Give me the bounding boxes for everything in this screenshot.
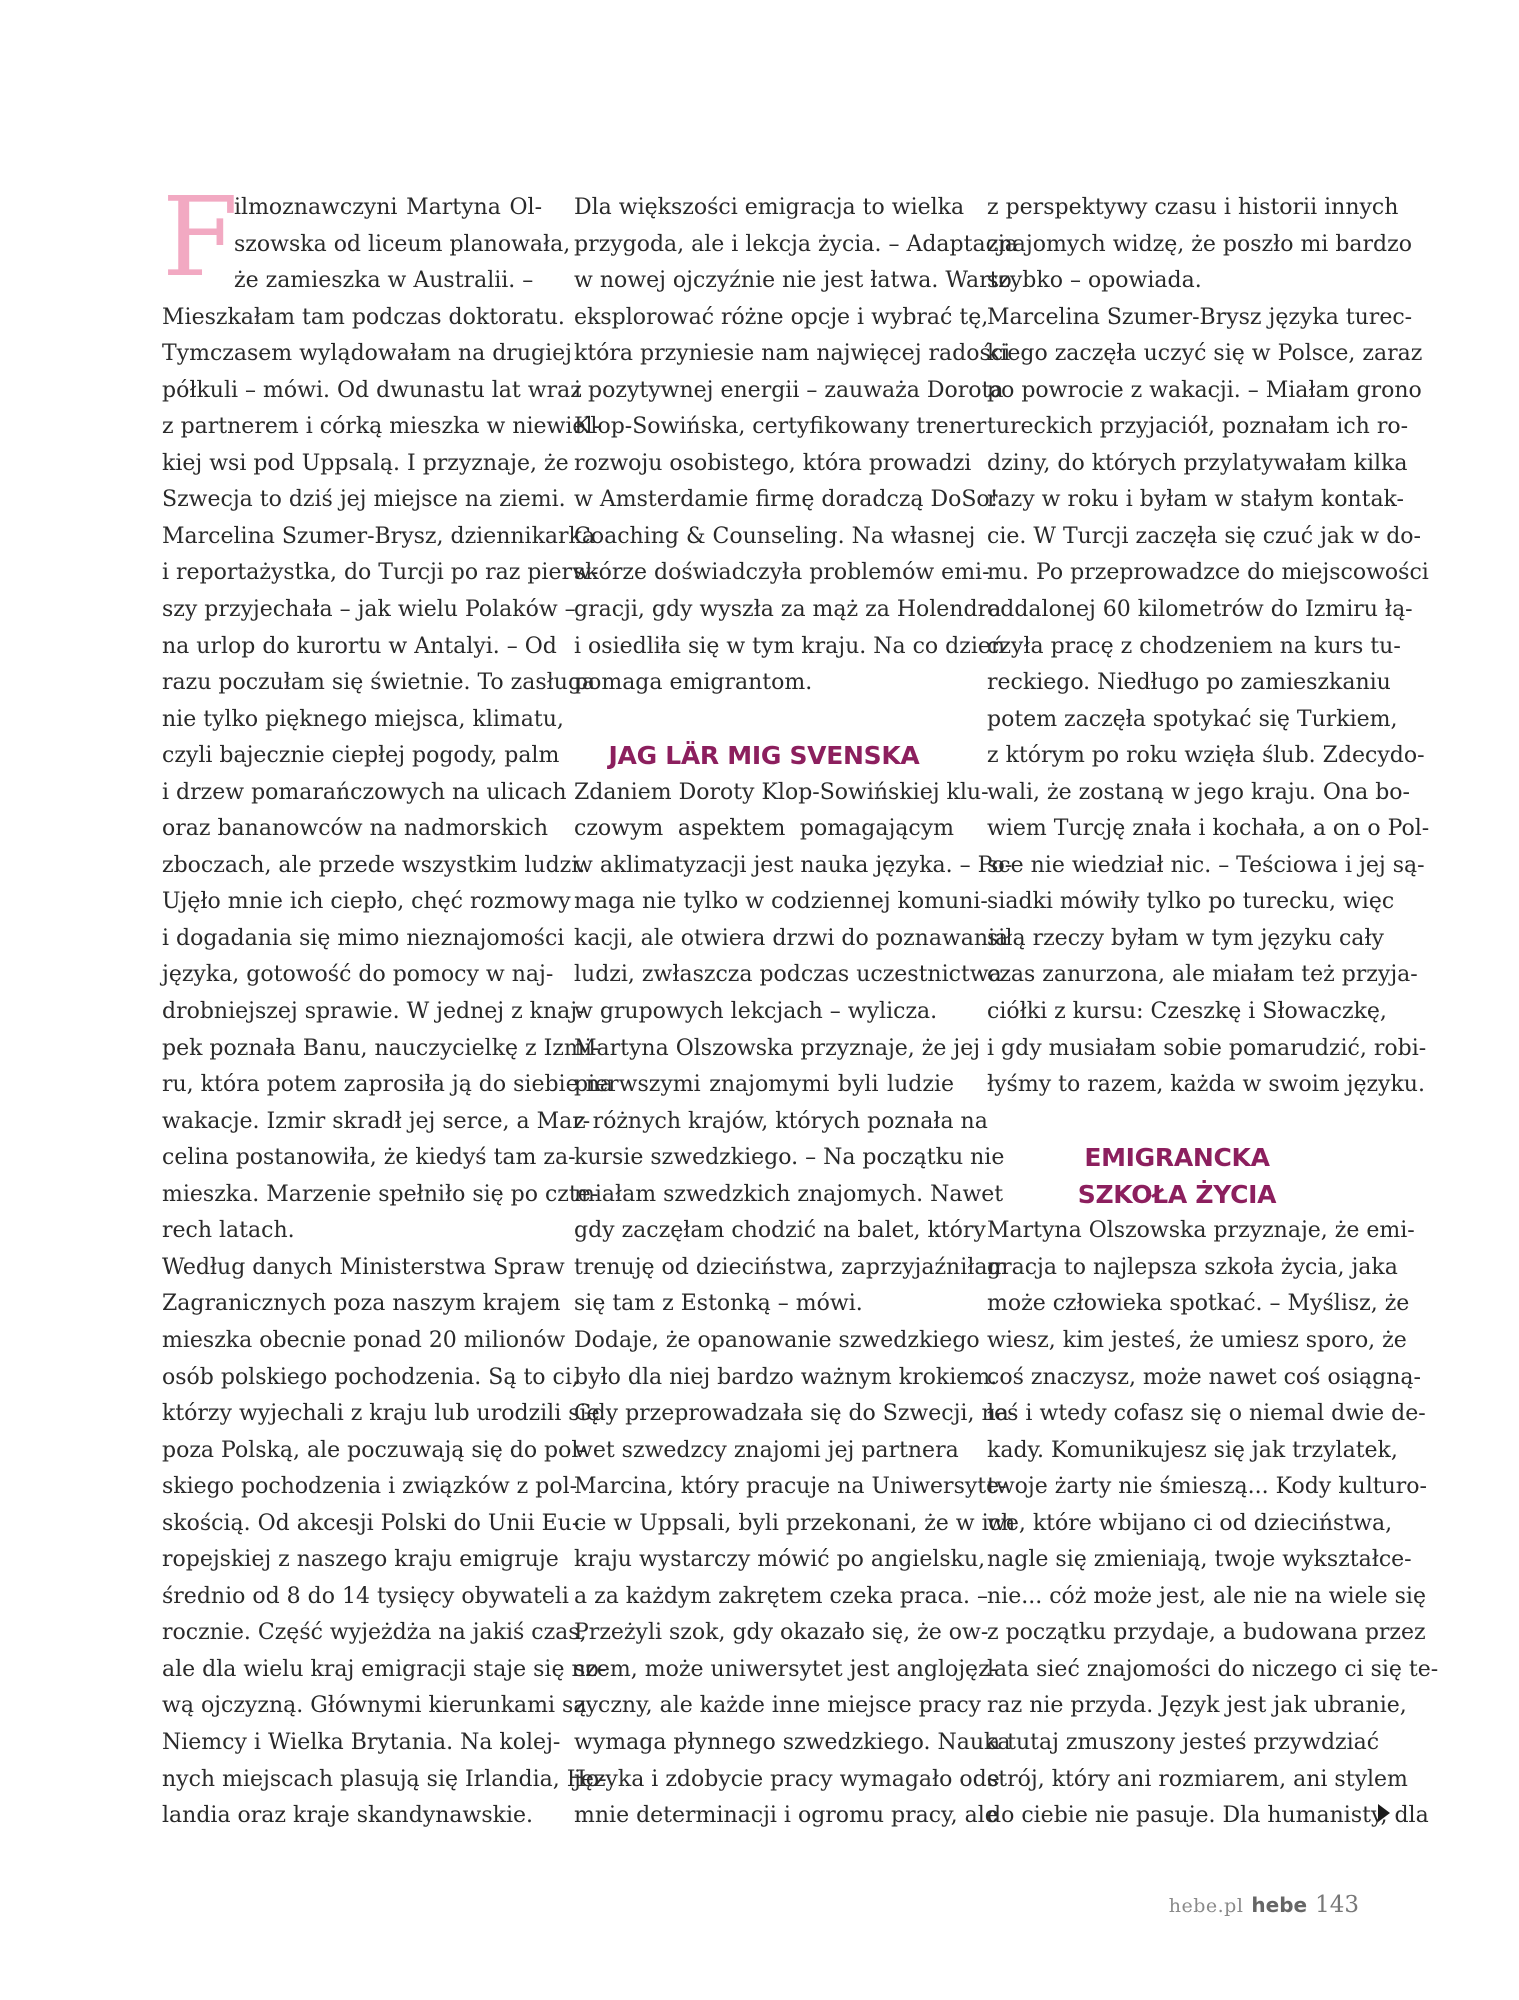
text-line: z którym po roku wzięła ślub. Zdecydo- <box>987 743 1425 769</box>
text-line: razu poczułam się świetnie. To zasługa <box>162 670 596 696</box>
text-line: ru, która potem zaprosiła ją do siebie na <box>162 1072 613 1098</box>
text-line: pierwszymi znajomymi byli ludzie <box>574 1072 954 1098</box>
text-line: maga nie tylko w codziennej komuni- <box>574 889 988 915</box>
text-line: Niemcy i Wielka Brytania. Na kolej- <box>162 1729 561 1755</box>
text-line: kursie szwedzkiego. – Na początku nie <box>574 1145 1005 1171</box>
text-line: coś znaczysz, może nawet coś osiągną- <box>987 1364 1421 1390</box>
text-line: raz nie przyda. Język jest jak ubranie, <box>987 1693 1407 1719</box>
text-line: Zagranicznych poza naszym krajem <box>162 1291 561 1317</box>
section-heading: JAG LÄR MIG SVENSKA <box>608 741 920 771</box>
text-line: osób polskiego pochodzenia. Są to ci, <box>162 1364 579 1390</box>
text-line: lata sieć znajomości do niczego ci się te- <box>987 1656 1439 1682</box>
text-line: mieszka obecnie ponad 20 milionów <box>162 1327 566 1353</box>
article-column-1 <box>162 173 613 1835</box>
text-line: na urlop do kurortu w Antalyi. – Od <box>162 633 557 659</box>
text-line: nie... cóż może jest, ale nie na wiele się <box>987 1583 1426 1609</box>
text-line: języka i zdobycie pracy wymagało ode <box>574 1766 1000 1792</box>
text-line: może człowieka spotkać. – Myślisz, że <box>987 1291 1410 1317</box>
text-line: kiej wsi pod Uppsalą. I przyznaje, że <box>162 450 569 476</box>
text-line: kacji, ale otwiera drzwi do poznawania <box>574 925 1009 951</box>
text-line: mieszka. Marzenie spełniło się po czte- <box>162 1181 599 1207</box>
text-line: z początku przydaje, a budowana przez <box>987 1620 1426 1646</box>
text-line: Według danych Ministerstwa Spraw <box>162 1254 565 1280</box>
text-line: w grupowych lekcjach – wylicza. <box>574 999 938 1025</box>
text-line: trenuję od dzieciństwa, zaprzyjaźniłam <box>574 1254 1009 1280</box>
text-line: wakacje. Izmir skradł jej serce, a Mar- <box>162 1108 591 1134</box>
text-line: którzy wyjechali z kraju lub urodzili się <box>162 1401 600 1427</box>
text-line: wet szwedzcy znajomi jej partnera <box>574 1437 959 1463</box>
text-line: do ciebie nie pasuje. Dla humanisty, dla <box>987 1803 1429 1829</box>
text-line: zboczach, ale przede wszystkim ludzi. <box>162 852 586 878</box>
text-line: nagle się zmieniają, twoje wykształce- <box>987 1547 1412 1573</box>
footer-site: hebe.pl <box>1168 1895 1244 1917</box>
text-line: Przeżyli szok, gdy okazało się, że ow- <box>574 1620 989 1646</box>
text-line: języka, gotowość do pomocy w naj- <box>162 962 554 988</box>
text-line: Dla większości emigracja to wielka <box>574 195 965 220</box>
text-line: a za każdym zakrętem czeka praca. – <box>574 1583 989 1609</box>
text-line: w aklimatyzacji jest nauka języka. – Po- <box>574 852 1013 878</box>
text-line: kiego zaczęła uczyć się w Polsce, zaraz <box>987 341 1423 367</box>
text-line: nych miejscach plasują się Irlandia, Ho- <box>162 1766 607 1792</box>
text-line: Zdaniem Doroty Klop-Sowińskiej klu- <box>574 779 989 805</box>
text-line: łyśmy to razem, każda w swoim języku. <box>987 1072 1425 1098</box>
text-line: szowska od liceum planowała, <box>234 231 571 257</box>
text-line: kady. Komunikujesz się jak trzylatek, <box>987 1437 1398 1463</box>
text-line: poza Polską, ale poczuwają się do pol- <box>162 1437 586 1463</box>
text-line: skością. Od akcesji Polski do Unii Eu- <box>162 1510 580 1536</box>
text-line: z partnerem i córką mieszka w niewiel- <box>162 414 600 440</box>
section-heading: EMIGRANCKA <box>1084 1143 1270 1173</box>
text-line: szybko – opowiada. <box>987 268 1202 294</box>
text-line: ludzi, zwłaszcza podczas uczestnictwa <box>574 962 1002 988</box>
text-line: Szwecja to dziś jej miejsce na ziemi. <box>162 487 566 513</box>
text-line: Coaching & Counseling. Na własnej <box>574 523 976 549</box>
text-line: kraju wystarczy mówić po angielsku, <box>574 1547 986 1573</box>
text-line: i dogadania się mimo nieznajomości <box>162 925 565 951</box>
page-footer <box>1169 1892 1359 1918</box>
text-line: strój, który ani rozmiarem, ani stylem <box>987 1766 1408 1792</box>
text-line: Klop-Sowińska, certyfikowany trener <box>574 414 987 440</box>
text-line: w Amsterdamie firmę doradczą DoSo! <box>574 487 999 513</box>
text-line: Gdy przeprowadzała się do Szwecji, na- <box>574 1401 1017 1427</box>
text-line: sce nie wiedział nic. – Teściowa i jej są- <box>987 852 1425 878</box>
text-line: skórze doświadczyła problemów emi- <box>574 560 990 586</box>
text-line: w nowej ojczyźnie nie jest łatwa. Warto <box>574 268 1012 294</box>
text-line: zyczny, ale każde inne miejsce pracy <box>574 1693 982 1719</box>
text-line: Martyna Olszowska przyznaje, że emi- <box>987 1218 1415 1244</box>
text-line: półkuli – mówi. Od dwunastu lat wraz <box>162 377 582 403</box>
text-line: z różnych krajów, których poznała na <box>574 1108 988 1134</box>
text-line: Marcelina Szumer-Brysz języka turec- <box>987 304 1413 330</box>
text-line: tureckich przyjaciół, poznałam ich ro- <box>987 414 1409 440</box>
text-line: oddalonej 60 kilometrów do Izmiru łą- <box>987 597 1413 623</box>
text-line: ale dla wielu kraj emigracji staje się no- <box>162 1656 607 1682</box>
text-line: skiego pochodzenia i związków z pol- <box>162 1474 578 1500</box>
text-line: czyli bajecznie ciepłej pogody, palm <box>162 743 560 769</box>
text-line: mu. Po przeprowadzce do miejscowości <box>987 560 1429 586</box>
text-line: razy w roku i byłam w stałym kontak- <box>987 487 1404 513</box>
text-line: potem zaczęła spotykać się Turkiem, <box>987 706 1398 732</box>
text-line: przygoda, ale i lekcja życia. – Adaptacja <box>574 231 1018 257</box>
article-column-3 <box>987 190 1439 1835</box>
text-line: Marcina, który pracuje na Uniwersyte- <box>574 1474 1007 1500</box>
text-line: twoje żarty nie śmieszą... Kody kulturo- <box>987 1474 1427 1500</box>
text-line: która przyniesie nam najwięcej radości <box>574 341 1011 367</box>
text-line: i gdy musiałam sobie pomarudzić, robi- <box>987 1035 1427 1061</box>
text-line: a tutaj zmuszony jesteś przywdziać <box>987 1729 1380 1755</box>
text-line: dziny, do których przylatywałam kilka <box>987 450 1408 476</box>
text-line: i drzew pomarańczowych na ulicach <box>162 779 567 805</box>
continue-arrow-icon <box>1378 1804 1390 1822</box>
text-line: Dodaje, że opanowanie szwedzkiego <box>574 1327 980 1353</box>
text-line: łeś i wtedy cofasz się o niemal dwie de- <box>987 1401 1426 1427</box>
text-line: że zamieszka w Australii. – <box>234 268 534 294</box>
text-line: gdy zaczęłam chodzić na balet, który <box>574 1218 986 1244</box>
text-line: we, które wbijano ci od dzieciństwa, <box>987 1510 1393 1536</box>
text-line: mnie determinacji i ogromu pracy, ale <box>574 1803 998 1829</box>
text-line: ropejskiej z naszego kraju emigruje <box>162 1547 559 1573</box>
text-line: ilmoznawczyni Martyna Ol- <box>234 195 542 220</box>
text-line: czas zanurzona, ale miałam też przyja- <box>987 962 1418 988</box>
text-line: Ujęło mnie ich ciepło, chęć rozmowy <box>162 889 571 915</box>
text-line: landia oraz kraje skandynawskie. <box>162 1803 534 1829</box>
text-line: Marcelina Szumer-Brysz, dziennikarka <box>162 523 596 549</box>
text-line: średnio od 8 do 14 tysięcy obywateli <box>162 1583 569 1609</box>
text-line: oraz bananowców na nadmorskich <box>162 816 548 842</box>
text-line: celina postanowiła, że kiedyś tam za- <box>162 1145 576 1171</box>
text-line: znajomych widzę, że poszło mi bardzo <box>987 231 1412 257</box>
text-line: się tam z Estonką – mówi. <box>574 1291 863 1317</box>
text-line: wali, że zostaną w jego kraju. Ona bo- <box>987 779 1410 805</box>
text-line: pek poznała Banu, nauczycielkę z Izmi- <box>162 1035 600 1061</box>
text-line: rech latach. <box>162 1218 295 1244</box>
page-number: 143 <box>1315 1892 1359 1918</box>
text-line: czowym aspektem pomagającym <box>574 816 954 842</box>
text-line: wą ojczyzną. Głównymi kierunkami są <box>162 1693 587 1719</box>
text-line: po powrocie z wakacji. – Miałam grono <box>987 377 1422 403</box>
text-line: Tymczasem wylądowałam na drugiej <box>162 341 572 367</box>
text-line: eksplorować różne opcje i wybrać tę, <box>574 304 989 330</box>
text-line: wiesz, kim jesteś, że umiesz sporo, że <box>987 1327 1407 1353</box>
text-line: gracji, gdy wyszła za mąż za Holendra <box>574 597 1002 623</box>
text-line: cie w Uppsali, byli przekonani, że w ich <box>574 1510 1016 1536</box>
text-line: wiem Turcję znała i kochała, a on o Pol- <box>987 816 1430 842</box>
text-line: drobniejszej sprawie. W jednej z knaj- <box>162 999 585 1025</box>
text-line: gracja to najlepsza szkoła życia, jaka <box>987 1254 1398 1280</box>
text-line: nie tylko pięknego miejsca, klimatu, <box>162 706 564 732</box>
article-column-2 <box>574 190 1018 1835</box>
text-line: siłą rzeczy byłam w tym języku cały <box>987 925 1384 951</box>
text-line: z perspektywy czasu i historii innych <box>987 195 1399 220</box>
section-heading: SZKOŁA ŻYCIA <box>1077 1179 1277 1209</box>
text-line: Mieszkałam tam podczas doktoratu. <box>162 304 565 330</box>
text-line: rozwoju osobistego, która prowadzi <box>574 450 972 476</box>
text-line: Martyna Olszowska przyznaje, że jej <box>574 1035 981 1061</box>
text-line: szy przyjechała – jak wielu Polaków – <box>162 597 576 623</box>
text-line: szem, może uniwersytet jest anglojęz- <box>574 1656 998 1682</box>
text-line: wymaga płynnego szwedzkiego. Nauka <box>574 1729 1011 1755</box>
text-line: i reportażystka, do Turcji po raz pierw- <box>162 560 599 586</box>
text-line: czyła pracę z chodzeniem na kurs tu- <box>987 633 1401 659</box>
text-line: cie. W Turcji zaczęła się czuć jak w do- <box>987 523 1421 549</box>
text-line: i osiedliła się w tym kraju. Na co dzień <box>574 633 1006 659</box>
text-line: reckiego. Niedługo po zamieszkaniu <box>987 670 1391 696</box>
footer-brand-logo: hebe <box>1251 1893 1308 1917</box>
text-line: miałam szwedzkich znajomych. Nawet <box>574 1181 1004 1207</box>
text-line: rocznie. Część wyjeżdża na jakiś czas, <box>162 1620 587 1646</box>
drop-cap: F <box>162 173 239 301</box>
text-line: pomaga emigrantom. <box>574 670 813 696</box>
text-line: i pozytywnej energii – zauważa Dorota <box>574 377 1004 403</box>
text-line: było dla niej bardzo ważnym krokiem. <box>574 1364 998 1390</box>
text-line: ciółki z kursu: Czeszkę i Słowaczkę, <box>987 999 1387 1025</box>
text-line: siadki mówiły tylko po turecku, więc <box>987 889 1395 915</box>
